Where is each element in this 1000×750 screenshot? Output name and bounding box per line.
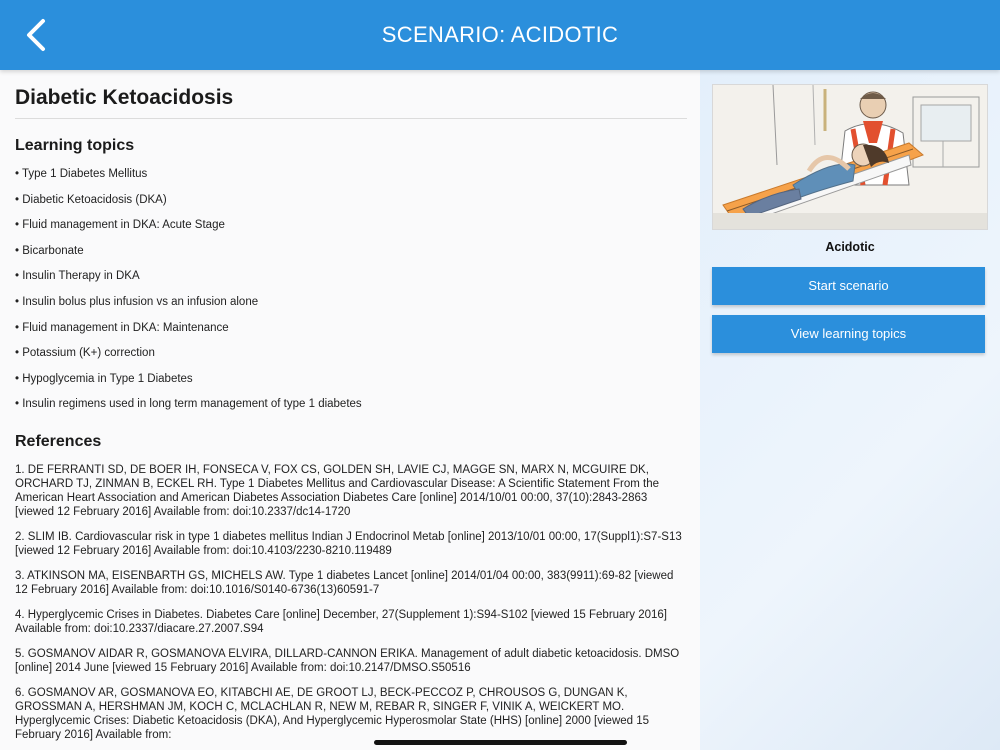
- reference-item: 1. DE FERRANTI SD, DE BOER IH, FONSECA V, FOX CS, GOLDEN SH, LAVIE CJ, MAGGE SN, MARX N, MCGUIRE DK, ORCHARD TJ, ZINMAN B, ECKEL RH. Type 1 Diabetes Mellitus and Cardiovascular Disease: A Scientific Statement From the American Heart Association and American Diabetes Association Diabetes Care [online] 2014/10/01 00:00, 37(10):2843-2863 [viewed 12 February 2016] Available from: doi:10.2337/dc14-1720: [15, 463, 660, 518]
- view-learning-topics-button[interactable]: View learning topics: [712, 315, 985, 353]
- list-item: • Insulin Therapy in DKA: [15, 270, 140, 283]
- ambulance-stretcher-illustration: [713, 85, 987, 229]
- list-item: • Potassium (K+) correction: [15, 347, 155, 360]
- list-item: • Hypoglycemia in Type 1 Diabetes: [15, 372, 193, 385]
- reference-item: 2. SLIM IB. Cardiovascular risk in type 1 diabetes mellitus Indian J Endocrinol Metab [online] 2013/10/01 00:00, 17(Suppl1):S7-S13 [viewed 12 February 2016] Available from: doi:10.4103/2230-8210.119489: [15, 530, 682, 557]
- list-item: • Insulin bolus plus infusion vs an infusion alone: [15, 295, 259, 308]
- list-item: • Diabetic Ketoacidosis (DKA): [15, 193, 167, 206]
- reference-item: 6. GOSMANOV AR, GOSMANOVA EO, KITABCHI AE, DE GROOT LJ, BECK-PECCOZ P, CHROUSOS G, DUNGAN K, GROSSMAN A, HERSHMAN JM, KOCH C, MCLACHLAN R, NEW M, REBAR R, SINGER F, VINIK A, WEICKERT MO. Hyperglycemic Crises: Diabetic Ketoacidosis (DKA), And Hyperglycemic Hyperosmolar State (HHS) [online] 2000 [viewed 15 February 2016] Available from:: [15, 686, 650, 741]
- content-panel: [0, 70, 700, 750]
- screen-title: SCENARIO: ACIDOTIC: [381, 22, 619, 47]
- content-scroll-area[interactable]: [0, 70, 700, 742]
- list-item: • Bicarbonate: [15, 244, 84, 257]
- list-item: • Fluid management in DKA: Maintenance: [15, 321, 229, 334]
- top-navigation-bar: [0, 0, 1000, 70]
- list-item: • Type 1 Diabetes Mellitus: [15, 168, 148, 180]
- learning-topics-list: [15, 167, 687, 423]
- scenario-illustration: [712, 84, 988, 230]
- home-indicator[interactable]: [374, 740, 627, 745]
- references-heading: References: [15, 432, 102, 450]
- references-list: [15, 463, 687, 742]
- reference-item: 4. Hyperglycemic Crises in Diabetes. Diabetes Care [online] December, 27(Supplement 1):S94-S102 [viewed 15 February 2016] Available from: doi:10.2337/diacare.27.2007.S94: [15, 608, 667, 635]
- reference-item: 5. GOSMANOV AIDAR R, GOSMANOVA ELVIRA, DILLARD-CANNON ERIKA. Management of adult diabetic ketoacidosis. DMSO [online] 2014 June [viewed 15 February 2016] Available from: doi:10.2147/DMSO.S50516: [15, 647, 680, 674]
- scenario-caption: Acidotic: [825, 240, 875, 254]
- learning-topics-heading: Learning topics: [15, 137, 135, 154]
- start-scenario-button[interactable]: Start scenario: [712, 267, 985, 305]
- list-item: • Fluid management in DKA: Acute Stage: [15, 219, 225, 232]
- page-title: Diabetic Ketoacidosis: [15, 86, 687, 119]
- list-item: • Insulin regimens used in long term management of type 1 diabetes: [15, 398, 362, 411]
- reference-item: 3. ATKINSON MA, EISENBARTH GS, MICHELS AW. Type 1 diabetes Lancet [online] 2014/01/04 00:00, 383(9911):69-82 [viewed 12 February 2016] Available from: doi:10.1016/S0140-6736(13)60591-7: [15, 569, 674, 596]
- scenario-sidebar: [700, 70, 1000, 750]
